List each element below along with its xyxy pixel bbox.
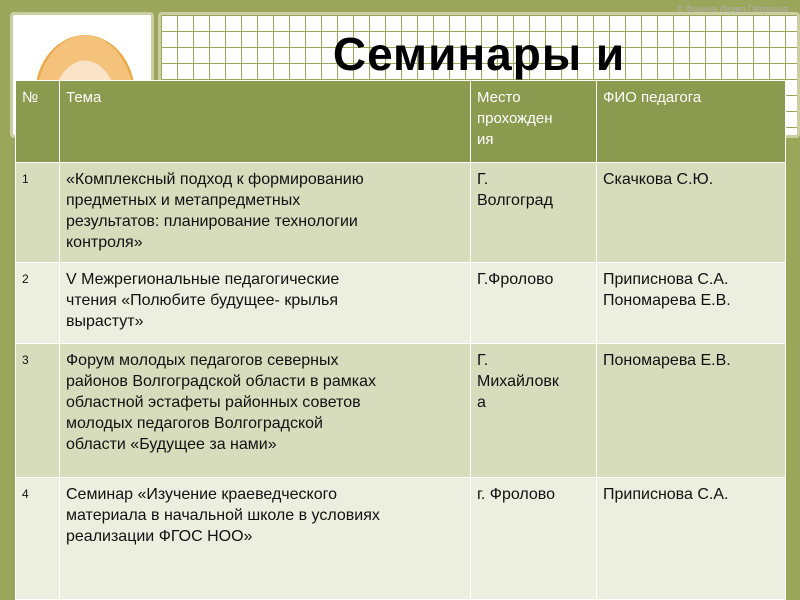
row-topic: V Межрегиональные педагогические чтения «Полюбите будущее- крылья вырастут»	[60, 263, 471, 344]
column-header-number: №	[16, 81, 60, 163]
row-place: Г. Волгоград	[471, 163, 597, 263]
row-teacher: Пономарева Е.В.	[597, 344, 786, 478]
row-teacher: Приписнова С.А.	[597, 478, 786, 600]
seminars-table	[15, 80, 786, 600]
row-place: г. Фролово	[471, 478, 597, 600]
slide-title: Семинары и	[332, 28, 626, 80]
row-number: 1	[16, 163, 60, 263]
row-number: 4	[16, 478, 60, 600]
row-topic: «Комплексный подход к формированию предметных и метапредметных результатов: планирование технологии контроля»	[60, 163, 471, 263]
table-row	[16, 263, 786, 344]
row-teacher: Приписнова С.А. Пономарева Е.В.	[597, 263, 786, 344]
table-row	[16, 478, 786, 600]
table-row	[16, 344, 786, 478]
column-header-teacher: ФИО педагога	[597, 81, 786, 163]
row-number: 2	[16, 263, 60, 344]
row-place: Г.Фролово	[471, 263, 597, 344]
copyright-note: © Фокина Лидия Петровна	[676, 4, 788, 14]
row-number: 3	[16, 344, 60, 478]
row-place: Г. Михайловк а	[471, 344, 597, 478]
table-header-row	[16, 81, 786, 163]
row-teacher: Скачкова С.Ю.	[597, 163, 786, 263]
column-header-place: Место прохожден ия	[471, 81, 597, 163]
table-row	[16, 163, 786, 263]
row-topic: Семинар «Изучение краеведческого материала в начальной школе в условиях реализации ФГОС НОО»	[60, 478, 471, 600]
row-topic: Форум молодых педагогов северных районов Волгоградской области в рамках областной эстафеты районных советов молодых педагогов Волгоградской области «Будущее за нами»	[60, 344, 471, 478]
column-header-topic: Тема	[60, 81, 471, 163]
